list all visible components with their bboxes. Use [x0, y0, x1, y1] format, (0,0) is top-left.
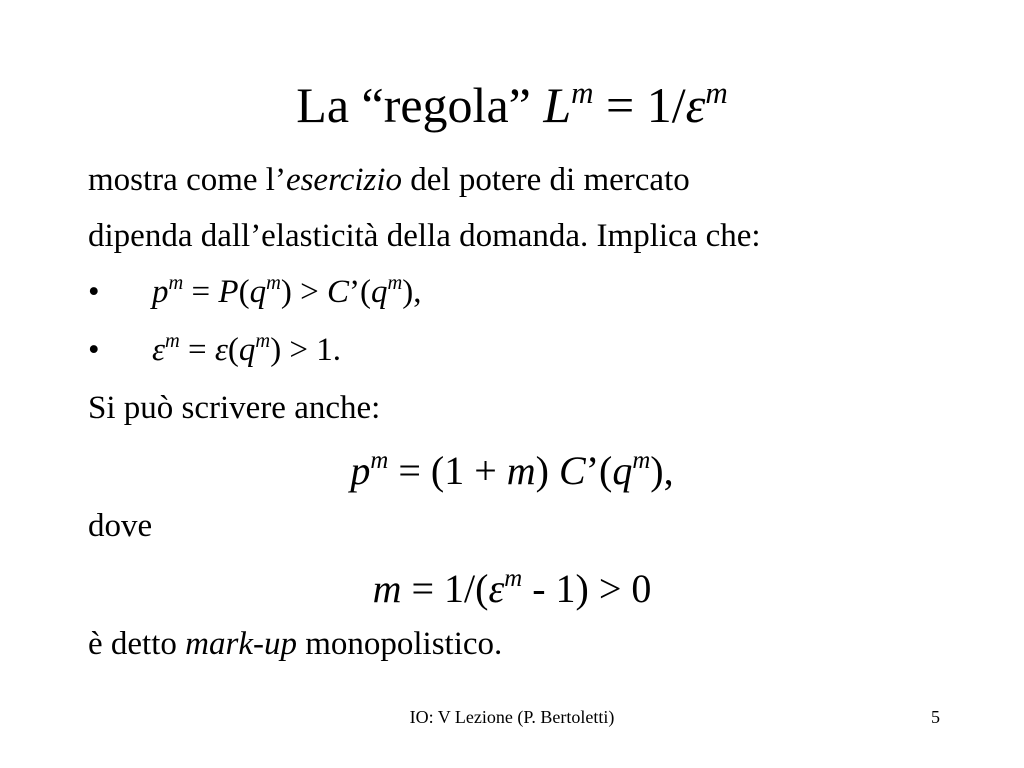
b1-p: p	[152, 274, 169, 310]
eq1-p: p	[350, 448, 371, 493]
closing-tail: monopolistico.	[296, 626, 503, 662]
b1-q2: q	[370, 274, 388, 310]
slide-title	[0, 70, 1024, 140]
b2-eps2: ε	[214, 332, 228, 368]
eq1-eq: = (1 +	[388, 448, 507, 493]
intro-line-2: dipenda dall’elasticità della domanda. Implica che:	[88, 218, 761, 254]
title-sup-m2: m	[705, 74, 728, 110]
eq1-sup-m1: m	[370, 447, 389, 475]
bullet-1-dot: •	[88, 274, 100, 310]
eq2-sup-m1: m	[504, 565, 523, 593]
b1-sup-m1: m	[168, 271, 184, 294]
closing-lead: è detto	[88, 626, 186, 662]
footer-center-text: IO: V Lezione (P. Bertoletti)	[409, 707, 615, 727]
b2-eq: =	[179, 332, 215, 368]
equation-1	[0, 446, 1024, 496]
b1-prime-open: ’(	[348, 274, 371, 310]
eq1-prime-open: ’(	[585, 448, 613, 493]
b1-sup-m2: m	[266, 271, 281, 294]
bullet-2	[88, 328, 341, 372]
eq1-close: )	[535, 448, 559, 493]
title-L: L	[543, 77, 572, 133]
bullet-1	[88, 270, 421, 314]
b2-q: q	[238, 332, 256, 368]
eq2-eq: = 1/(	[401, 566, 489, 611]
b1-eq: =	[183, 274, 219, 310]
intro-tail: del potere di mercato	[402, 162, 690, 198]
equation-2	[0, 564, 1024, 614]
eq2-m: m	[372, 566, 402, 611]
dove-label: dove	[88, 508, 153, 544]
intro-lead: mostra come l’	[88, 162, 286, 198]
title-eq: = 1/	[593, 77, 686, 133]
b2-open: (	[227, 332, 239, 368]
si-puo-scrivere: Si può scrivere anche:	[88, 390, 381, 426]
eq2-eps: ε	[488, 566, 505, 611]
b1-q: q	[249, 274, 267, 310]
closing-line	[88, 622, 502, 666]
eq1-end: ),	[650, 448, 674, 493]
b1-open: (	[238, 274, 250, 310]
title-prefix: La “regola”	[296, 77, 544, 133]
b2-sup-m2: m	[255, 329, 271, 352]
eq1-C: C	[559, 448, 586, 493]
intro-line-1	[88, 158, 690, 202]
b1-P: P	[218, 274, 239, 310]
b2-end: ) > 1.	[270, 332, 342, 368]
eq1-sup-m2: m	[632, 447, 651, 475]
b2-eps: ε	[152, 332, 166, 368]
b1-C: C	[326, 274, 349, 310]
eq2-end: - 1) > 0	[522, 566, 652, 611]
b2-sup-m1: m	[165, 329, 180, 352]
closing-italic-markup: mark-up	[185, 626, 297, 662]
intro-italic-esercizio: esercizio	[285, 162, 403, 198]
b1-sup-m3: m	[387, 271, 403, 294]
bullet-2-dot: •	[88, 332, 100, 368]
b1-end: ),	[402, 274, 422, 310]
b1-close: )	[280, 274, 292, 310]
title-epsilon: ε	[685, 77, 706, 133]
b1-gt: >	[291, 274, 327, 310]
eq1-q: q	[612, 448, 633, 493]
eq1-m: m	[506, 448, 536, 493]
page-number: 5	[931, 707, 940, 727]
title-sup-m: m	[571, 74, 594, 110]
